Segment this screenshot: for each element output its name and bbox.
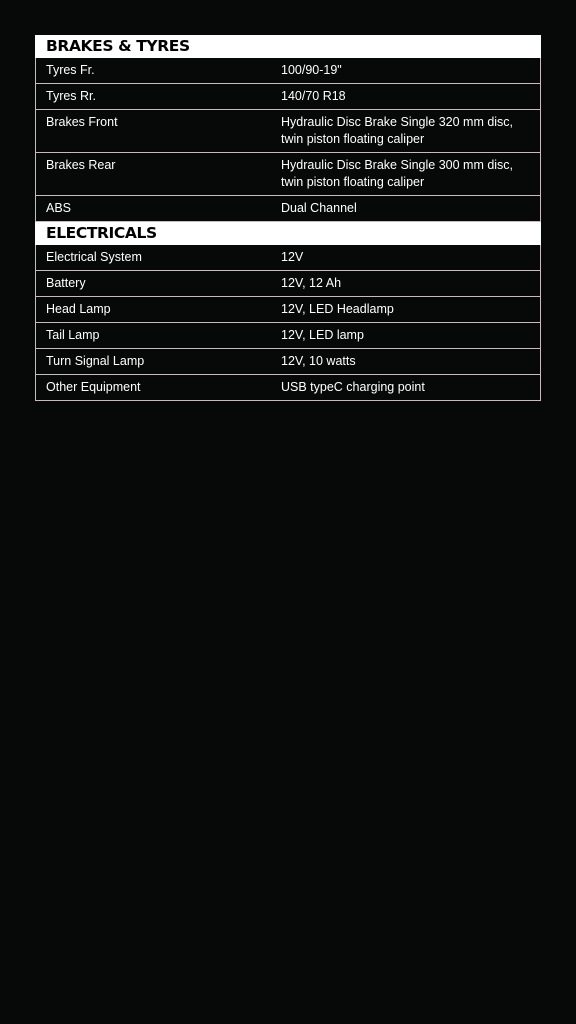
value-line: 12V, 12 Ah <box>281 276 342 290</box>
value-line: twin piston floating caliper <box>281 132 425 146</box>
spec-label: Electrical System <box>36 245 272 271</box>
spec-label: Turn Signal Lamp <box>36 349 272 375</box>
spec-value <box>271 58 541 84</box>
spec-value <box>271 84 541 110</box>
value-line: twin piston floating caliper <box>281 175 425 189</box>
value-line: 140/70 R18 <box>281 89 346 103</box>
value-line: Hydraulic Disc Brake Single 320 mm disc, <box>281 115 514 129</box>
table-row <box>36 245 541 271</box>
spec-label: Other Equipment <box>36 375 272 401</box>
spec-label: Tyres Fr. <box>36 58 272 84</box>
table-row <box>36 84 541 110</box>
electricals-table <box>35 245 541 401</box>
spec-label: Tyres Rr. <box>36 84 272 110</box>
section-title-electricals: ELECTRICALS <box>35 222 541 245</box>
spec-value <box>271 153 541 196</box>
spec-label: Tail Lamp <box>36 323 272 349</box>
value-line: Dual Channel <box>281 201 357 215</box>
table-row <box>36 271 541 297</box>
value-line: 12V, LED Headlamp <box>281 302 394 316</box>
value-line: 12V, 10 watts <box>281 354 356 368</box>
spec-value <box>271 349 541 375</box>
value-line: 100/90-19" <box>281 63 342 77</box>
spec-value <box>271 110 541 153</box>
spec-value <box>271 245 541 271</box>
table-row <box>36 110 541 153</box>
table-row <box>36 58 541 84</box>
section-title-brakes-tyres: BRAKES & TYRES <box>35 35 541 58</box>
value-line: 12V, LED lamp <box>281 328 364 342</box>
spec-label: Head Lamp <box>36 297 272 323</box>
table-row <box>36 153 541 196</box>
value-line: USB typeC charging point <box>281 380 425 394</box>
spec-label: Brakes Front <box>36 110 272 153</box>
spec-label: ABS <box>36 196 272 222</box>
value-line: 12V <box>281 250 304 264</box>
spec-value <box>271 297 541 323</box>
spec-value <box>271 196 541 222</box>
table-row <box>36 297 541 323</box>
spec-value <box>271 323 541 349</box>
table-row <box>36 196 541 222</box>
table-row <box>36 375 541 401</box>
spec-label: Battery <box>36 271 272 297</box>
table-row <box>36 349 541 375</box>
spec-sheet <box>35 35 541 401</box>
value-line: Hydraulic Disc Brake Single 300 mm disc, <box>281 158 514 172</box>
spec-value <box>271 375 541 401</box>
brakes-tyres-table <box>35 58 541 222</box>
spec-value <box>271 271 541 297</box>
table-row <box>36 323 541 349</box>
spec-label: Brakes Rear <box>36 153 272 196</box>
